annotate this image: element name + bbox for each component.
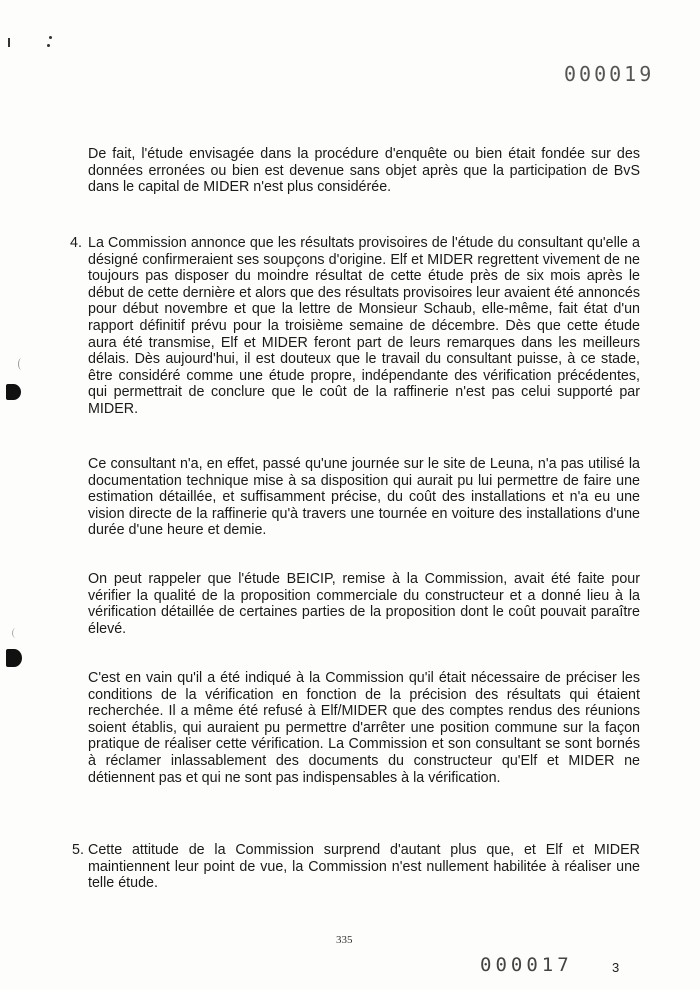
folio-number: 335 [336,934,353,946]
item-number-4: 4. [70,235,82,251]
punch-hole-mark [6,649,22,667]
paragraph-2: La Commission annonce que les résultats provisoires de l'étude du consultant qu'elle a désigné confirmeraient ses soupçons d'origine. Elf et MIDER regrettent vivement de ne toujours pas disposer du moindre résultat de cette étude près de six mois après le début de cette dernière et alors que des résultats provisoires leur avaient été annoncés pour début novembre et que la lettre de Monsieur Schaub, elle-même, fait état d'un rapport définitif prévu pour la troisième semaine de décembre. Dès que cette étude aura été transmise, Elf et MIDER feront part de leurs remarques dans les meilleurs délais. Dès aujourd'hui, il est douteux que le travail du consultant puisse, à ce stade, être considéré comme une étude propre, indépendante des vérification précédentes, qui permettrait de conclure que le coût de la raffinerie n'est pas celui supporté par MIDER. [88,235,640,417]
scan-mark [18,358,25,370]
scan-mark [47,44,50,47]
paragraph-6: Cette attitude de la Commission surprend d'autant plus que, et Elf et MIDER maintiennent leur point de vue, la Commission n'est nullement habilitée à réaliser une telle étude. [88,842,640,892]
item-number-5: 5. [72,842,84,858]
punch-hole-mark [6,384,21,400]
page-number: 3 [612,960,620,975]
paragraph-1: De fait, l'étude envisagée dans la procédure d'enquête ou bien était fondée sur des données erronées ou bien est devenue sans objet après que la participation de BvS dans le capital de MIDER n'est plus considérée. [88,146,640,196]
scan-mark [12,628,19,638]
document-number-stamp-bottom: 000017 [480,954,573,976]
paragraph-3: Ce consultant n'a, en effet, passé qu'une journée sur le site de Leuna, n'a pas utilisé la documentation technique mise à sa disposition qui aurait pu lui permettre de faire une estimation détaillée, et suffisamment précise, du coût des installations et n'a eu une vision directe de la raffinerie qu'à travers une tournée en voiture des installations d'une durée d'une heure et demie. [88,456,640,539]
paragraph-4: On peut rappeler que l'étude BEICIP, remise à la Commission, avait été faite pour vérifier la qualité de la proposition commerciale du constructeur et a donné lieu à la vérification détaillée de certaines parties de la proposition dont le coût pouvait paraître élevé. [88,571,640,637]
scan-mark [49,36,52,39]
paragraph-5: C'est en vain qu'il a été indiqué à la Commission qu'il était nécessaire de préciser les conditions de la vérification en fonction de la précision des résultats qui étaient recherchée. Il a même été refusé à Elf/MIDER que des comptes rendus des réunions soient établis, qui auraient pu permettre d'arrêter une position commune sur la façon pratique de réaliser cette vérification. La Commission et son consultant se sont bornés à réclamer inlassablement des documents du constructeur qu'Elf et MIDER ne détiennent pas et qui ne sont pas indispensables à la vérification. [88,670,640,786]
document-number-stamp: 000019 [564,62,655,86]
scan-mark [8,38,10,47]
